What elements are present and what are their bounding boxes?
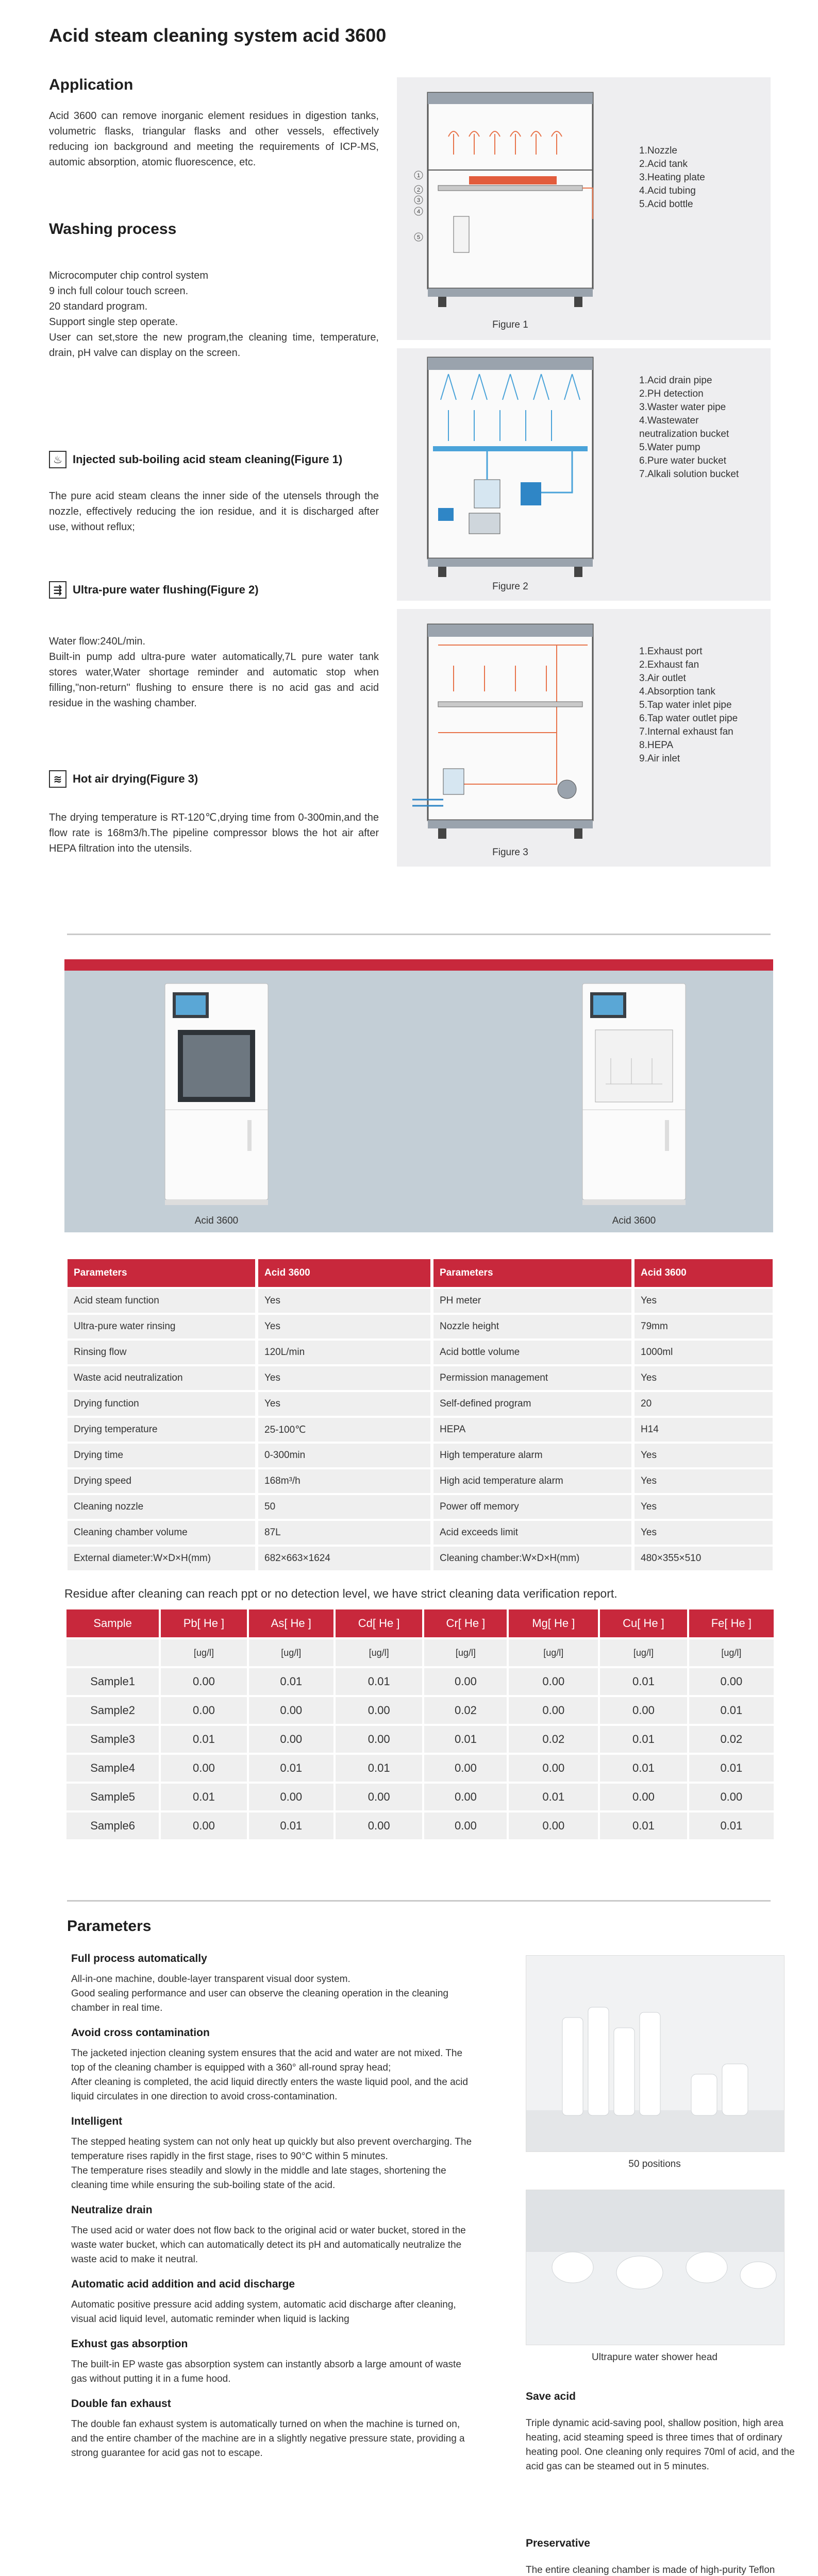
table-cell: 87L: [258, 1521, 430, 1545]
table-cell: 50: [258, 1495, 430, 1519]
table-cell: Yes: [258, 1366, 430, 1390]
figure-3-diagram: [407, 614, 624, 846]
table-cell: 0.00: [161, 1812, 246, 1839]
table-cell: Permission management: [433, 1366, 631, 1390]
figure-2-panel: [397, 348, 771, 601]
table-cell: 0.00: [249, 1697, 333, 1724]
table-cell: Sample4: [66, 1755, 159, 1782]
table-cell: 0.00: [161, 1697, 246, 1724]
table-header: Fe[ He ]: [689, 1609, 774, 1637]
table-cell: Acid bottle volume: [433, 1341, 631, 1364]
table-cell: Drying time: [68, 1444, 255, 1467]
table-cell: Cleaning chamber:W×D×H(mm): [433, 1547, 631, 1570]
table-header: Acid 3600: [258, 1259, 430, 1287]
section-divider: [67, 934, 771, 935]
table-cell: 25-100℃: [258, 1418, 430, 1442]
table-header: Mg[ He ]: [509, 1609, 598, 1637]
product-image-2: [580, 981, 688, 1208]
table-cell: 79mm: [635, 1315, 773, 1338]
feature-text: The used acid or water does not flow back to the original acid or water bucket, stored in the waste water bucket, which can automatically detect its pH and automatically neutralize the waste acid to make it neutral.: [71, 2225, 466, 2265]
legend-item: 1.Acid drain pipe: [639, 375, 712, 386]
table-row: [68, 1418, 773, 1442]
table-header: Acid 3600: [635, 1259, 773, 1287]
table-row: [66, 1784, 774, 1810]
legend-item: 3.Heating plate: [639, 172, 705, 183]
product-caption-1: Acid 3600: [194, 1215, 239, 1226]
page-title: Acid steam cleaning system acid 3600: [49, 25, 387, 46]
table-cell: 0.00: [509, 1668, 598, 1695]
table-cell: 0.00: [424, 1784, 507, 1810]
table-cell: 0.00: [689, 1668, 774, 1695]
product-caption-2: Acid 3600: [612, 1215, 656, 1226]
table-cell: Self-defined program: [433, 1392, 631, 1416]
feature-heading: Avoid cross contamination: [71, 2027, 210, 2039]
washing-line: 20 standard program.: [49, 301, 148, 312]
figure-1-panel: [397, 77, 771, 340]
table-cell: Waste acid neutralization: [68, 1366, 255, 1390]
table-row: [68, 1495, 773, 1519]
table-cell: Drying speed: [68, 1469, 255, 1493]
table-cell: Yes: [635, 1521, 773, 1545]
table-row: [68, 1289, 773, 1313]
legend-item: 5.Tap water inlet pipe: [639, 700, 732, 710]
water-flush-icon: ⇶: [49, 581, 66, 599]
table-cell: Yes: [635, 1289, 773, 1313]
table-row: [68, 1341, 773, 1364]
table-cell: Acid exceeds limit: [433, 1521, 631, 1545]
table-cell: 0.00: [600, 1697, 687, 1724]
table-row: [68, 1469, 773, 1493]
table-cell: 0.01: [249, 1668, 333, 1695]
washing-line: Support single step operate.: [49, 316, 178, 328]
table-cell: 0.01: [161, 1726, 246, 1753]
feature-heading: Full process automatically: [71, 1953, 207, 1964]
table-row: [66, 1726, 774, 1753]
figure-3-caption: Figure 3: [492, 847, 528, 858]
table-row: [68, 1392, 773, 1416]
table-cell: 0.01: [600, 1668, 687, 1695]
table-row: [66, 1668, 774, 1695]
legend-item: 1.Exhaust port: [639, 646, 703, 657]
table-cell: HEPA: [433, 1418, 631, 1442]
process-heading-1: [49, 451, 342, 468]
table-row: [68, 1315, 773, 1338]
unit-cell: [ug/l]: [509, 1639, 598, 1666]
table-cell: H14: [635, 1418, 773, 1442]
feature-text: All-in-one machine, double-layer transparent visual door system. Good sealing performance and user can observe the cleaning operation in the cleaning chamber in real time.: [71, 1974, 448, 2013]
process-heading-3: [49, 770, 198, 788]
banner-accent-bar: [64, 959, 773, 971]
feature-text: The built-in EP waste gas absorption system can instantly absorb a large amount of waste gas without putting it in a fume hood.: [71, 2359, 461, 2384]
steam-icon: ♨: [49, 451, 66, 468]
table-cell: Sample6: [66, 1812, 159, 1839]
svg-text:4: 4: [417, 209, 421, 215]
figure-1-diagram: [407, 88, 624, 335]
table-cell: 0.01: [424, 1726, 507, 1753]
table-cell: Sample3: [66, 1726, 159, 1753]
table-cell: High acid temperature alarm: [433, 1469, 631, 1493]
figure-3-panel: [397, 609, 771, 867]
feature-text: Automatic positive pressure acid adding system, automatic acid discharge after cleaning, visual acid liquid level, automatic reminder when liquid is lacking: [71, 2299, 456, 2325]
parameters-table: [64, 1257, 776, 1572]
svg-text:3: 3: [417, 197, 421, 204]
unit-cell: [ug/l]: [424, 1639, 507, 1666]
legend-item: 5.Acid bottle: [639, 199, 693, 210]
table-cell: Sample1: [66, 1668, 159, 1695]
table-cell: Yes: [635, 1469, 773, 1493]
washing-line: Microcomputer chip control system: [49, 270, 208, 281]
table-cell: 0.02: [509, 1726, 598, 1753]
table-cell: Yes: [258, 1392, 430, 1416]
table-cell: Sample5: [66, 1784, 159, 1810]
unit-cell: [ug/l]: [161, 1639, 246, 1666]
table-cell: Acid steam function: [68, 1289, 255, 1313]
table-cell: 0.00: [161, 1755, 246, 1782]
table-cell: Nozzle height: [433, 1315, 631, 1338]
unit-cell: [ug/l]: [336, 1639, 423, 1666]
table-cell: 0.01: [336, 1755, 423, 1782]
section-divider: [67, 1900, 771, 1902]
table-cell: 0.00: [600, 1784, 687, 1810]
bottle-rack-image: [526, 1956, 784, 2151]
table-cell: PH meter: [433, 1289, 631, 1313]
svg-text:2: 2: [417, 187, 421, 193]
figure-2-caption: Figure 2: [492, 581, 528, 592]
table-row: [68, 1444, 773, 1467]
feature-heading: Automatic acid addition and acid discharge: [71, 2278, 295, 2290]
legend-item: 7.Internal exhaust fan: [639, 726, 733, 737]
table-row: [66, 1812, 774, 1839]
table-cell: 0.00: [424, 1812, 507, 1839]
product-banner: [64, 971, 773, 1232]
unit-cell: [ug/l]: [249, 1639, 333, 1666]
legend-item: 1.Nozzle: [639, 145, 677, 156]
process-text-3: The drying temperature is RT-120℃,drying time from 0-300min,and the flow rate is 168m3/h.The pipeline compressor blows the hot air after HEPA filtration into the utensils.: [49, 812, 379, 854]
table-cell: 0.00: [249, 1726, 333, 1753]
table-cell: 0.01: [249, 1812, 333, 1839]
table-header-row: [68, 1259, 773, 1287]
legend-item: 4.Acid tubing: [639, 185, 696, 196]
table-header: Cu[ He ]: [600, 1609, 687, 1637]
feature-heading: Exhust gas absorption: [71, 2338, 188, 2350]
table-cell: 0.01: [249, 1755, 333, 1782]
table-cell: 0.00: [509, 1812, 598, 1839]
application-text: Acid 3600 can remove inorganic element residues in digestion tanks, volumetric flasks, triangular flasks and other vessels, effectively reducing ion background and meeting the requirements of ICP-MS, automic absorption, atomic fluorescence, etc.: [49, 110, 379, 168]
table-cell: 0.02: [424, 1697, 507, 1724]
table-row: [66, 1755, 774, 1782]
legend-item: 2.Exhaust fan: [639, 659, 699, 670]
washing-heading: Washing process: [49, 221, 177, 238]
table-cell: 20: [635, 1392, 773, 1416]
figure-1-caption: Figure 1: [492, 319, 528, 330]
table-cell: 0.00: [509, 1755, 598, 1782]
table-cell: 0.01: [600, 1812, 687, 1839]
table-row: [68, 1547, 773, 1570]
table-row: [66, 1697, 774, 1724]
table-header: Cr[ He ]: [424, 1609, 507, 1637]
feature-heading: Intelligent: [71, 2115, 123, 2127]
table-cell: 0.01: [161, 1784, 246, 1810]
feature-text: The double fan exhaust system is automatically turned on when the machine is turned on, and the entire chamber of the machine are in a slightly negative pressure state, providing a strong guarantee for acid gas not to escape.: [71, 2419, 465, 2459]
table-cell: 0.00: [424, 1668, 507, 1695]
legend-item: 8.HEPA: [639, 740, 674, 751]
preservative-heading: Preservative: [526, 2537, 590, 2549]
table-cell: Cleaning nozzle: [68, 1495, 255, 1519]
table-cell: Yes: [635, 1444, 773, 1467]
product-image-1: [162, 981, 271, 1208]
table-cell: 0.00: [336, 1784, 423, 1810]
unit-row: [66, 1639, 774, 1666]
table-cell: Yes: [258, 1315, 430, 1338]
parameters-heading: Parameters: [67, 1918, 152, 1935]
table-cell: 0.00: [161, 1668, 246, 1695]
table-cell: 0.01: [336, 1668, 423, 1695]
table-cell: 168m³/h: [258, 1469, 430, 1493]
legend-item: 6.Pure water bucket: [639, 455, 726, 466]
photo-1-caption: 50 positions: [628, 2159, 681, 2170]
table-cell: Rinsing flow: [68, 1341, 255, 1364]
legend-item: 5.Water pump: [639, 442, 700, 453]
shower-head-image: [526, 2190, 784, 2345]
table-cell: Ultra-pure water rinsing: [68, 1315, 255, 1338]
washing-line: 9 inch full colour touch screen.: [49, 285, 189, 297]
hot-air-icon: ≋: [49, 770, 66, 788]
unit-cell: [ug/l]: [600, 1639, 687, 1666]
table-cell: Drying temperature: [68, 1418, 255, 1442]
table-cell: Sample2: [66, 1697, 159, 1724]
table-header: Cd[ He ]: [336, 1609, 423, 1637]
process-text-2: Water flow:240L/min. Built-in pump add ultra-pure water automatically,7L pure water tank stores water,Water shortage reminder and automatic stop when filling,"non-return" flushing to ensure there is no acid gas and acid residue in the washing chamber.: [49, 636, 379, 709]
table-cell: 120L/min: [258, 1341, 430, 1364]
save-acid-heading: Save acid: [526, 2391, 576, 2402]
legend-item: 9.Air inlet: [639, 753, 680, 764]
washing-text: [49, 268, 379, 361]
legend-item: 4.Absorption tank: [639, 686, 715, 697]
table-cell: 1000ml: [635, 1341, 773, 1364]
legend-item: 4.Wastewater neutralization bucket: [639, 415, 729, 439]
svg-text:5: 5: [417, 234, 421, 241]
photo-shower-head: [526, 2190, 784, 2345]
table-cell: Yes: [258, 1289, 430, 1313]
table-cell: 0.02: [689, 1726, 774, 1753]
photo-50-positions: [526, 1955, 784, 2152]
table-cell: Cleaning chamber volume: [68, 1521, 255, 1545]
photo-2-caption: Ultrapure water shower head: [592, 2352, 717, 2363]
table-cell: 0.00: [336, 1812, 423, 1839]
table-header-row: [66, 1609, 774, 1637]
process-heading-2: [49, 581, 259, 599]
process-title: Injected sub-boiling acid steam cleaning(Figure 1): [73, 453, 343, 466]
svg-text:1: 1: [417, 173, 421, 179]
table-cell: External diameter:W×D×H(mm): [68, 1547, 255, 1570]
table-cell: Yes: [635, 1366, 773, 1390]
figure-3-legend: [639, 645, 763, 766]
unit-cell: [66, 1639, 159, 1666]
washing-line: User can set,store the new program,the cleaning time, temperature, drain, pH valve can display on the screen.: [49, 332, 379, 359]
legend-item: 3.Waster water pipe: [639, 402, 726, 413]
table-header: Pb[ He ]: [161, 1609, 246, 1637]
unit-cell: [ug/l]: [689, 1639, 774, 1666]
table-row: [68, 1521, 773, 1545]
table-cell: 0.01: [689, 1697, 774, 1724]
table-cell: Power off memory: [433, 1495, 631, 1519]
legend-item: 2.PH detection: [639, 388, 704, 399]
application-heading: Application: [49, 76, 133, 93]
process-title: Hot air drying(Figure 3): [73, 772, 198, 785]
legend-item: 2.Acid tank: [639, 159, 688, 170]
table-cell: Yes: [635, 1495, 773, 1519]
figure-2-legend: [639, 374, 758, 481]
table-cell: 0.01: [689, 1812, 774, 1839]
process-title: Ultra-pure water flushing(Figure 2): [73, 583, 259, 596]
table-cell: High temperature alarm: [433, 1444, 631, 1467]
table-cell: 0.01: [600, 1755, 687, 1782]
residue-note: Residue after cleaning can reach ppt or no detection level, we have strict cleaning data verification report.: [64, 1587, 617, 1600]
table-cell: 0.01: [509, 1784, 598, 1810]
table-cell: 0-300min: [258, 1444, 430, 1467]
table-cell: 0.00: [336, 1697, 423, 1724]
table-cell: 0.00: [509, 1697, 598, 1724]
table-header: Parameters: [433, 1259, 631, 1287]
feature-heading: Neutralize drain: [71, 2204, 153, 2216]
table-cell: 0.01: [600, 1726, 687, 1753]
table-header: As[ He ]: [249, 1609, 333, 1637]
legend-item: 6.Tap water outlet pipe: [639, 713, 738, 724]
table-cell: 682×663×1624: [258, 1547, 430, 1570]
table-cell: 0.01: [689, 1755, 774, 1782]
process-text-1: The pure acid steam cleans the inner side of the utensels through the nozzle, effectively reducing the ion residue, and it is discharged after use, without reflux;: [49, 490, 379, 533]
table-cell: 480×355×510: [635, 1547, 773, 1570]
table-row: [68, 1366, 773, 1390]
preservative-text: The entire cleaning chamber is made of high-purity Teflon: [526, 2565, 775, 2575]
table-cell: 0.00: [424, 1755, 507, 1782]
legend-item: 7.Alkali solution bucket: [639, 469, 739, 480]
table-cell: 0.00: [336, 1726, 423, 1753]
feature-heading: Double fan exhaust: [71, 2398, 171, 2410]
residue-table: [64, 1607, 776, 1841]
table-cell: 0.00: [249, 1784, 333, 1810]
figure-1-legend: [639, 144, 705, 211]
table-cell: 0.00: [689, 1784, 774, 1810]
feature-text: The stepped heating system can not only heat up quickly but also prevent overcharging. The temperature rises rapidly in the first stage, rises to 90°C within 5 minutes. The temperature rises steadily and slowly in the middle and late stages, shortening the cleaning time while ensuring the sub-boiling state of the acid.: [71, 2137, 472, 2191]
figure-2-diagram: [407, 353, 624, 580]
table-cell: Drying function: [68, 1392, 255, 1416]
feature-text: The jacketed injection cleaning system ensures that the acid and water are not mixed. The top of the cleaning chamber is equipped with a 360° all-round spray head; After cleaning is completed, the acid liquid directly enters the waste liquid pool, and the acid liquid circulates in one direction to avoid cross-contamination.: [71, 2048, 468, 2102]
feature-list: [71, 1953, 473, 2461]
legend-item: 3.Air outlet: [639, 673, 686, 684]
table-header: Parameters: [68, 1259, 255, 1287]
table-header: Sample: [66, 1609, 159, 1637]
save-acid-text: Triple dynamic acid-saving pool, shallow position, high area heating, acid steaming speed is three times that of ordinary heating pool. One cleaning only requires 70ml of acid, and the acid gas can be steamed out in 5 minutes.: [526, 2418, 795, 2472]
